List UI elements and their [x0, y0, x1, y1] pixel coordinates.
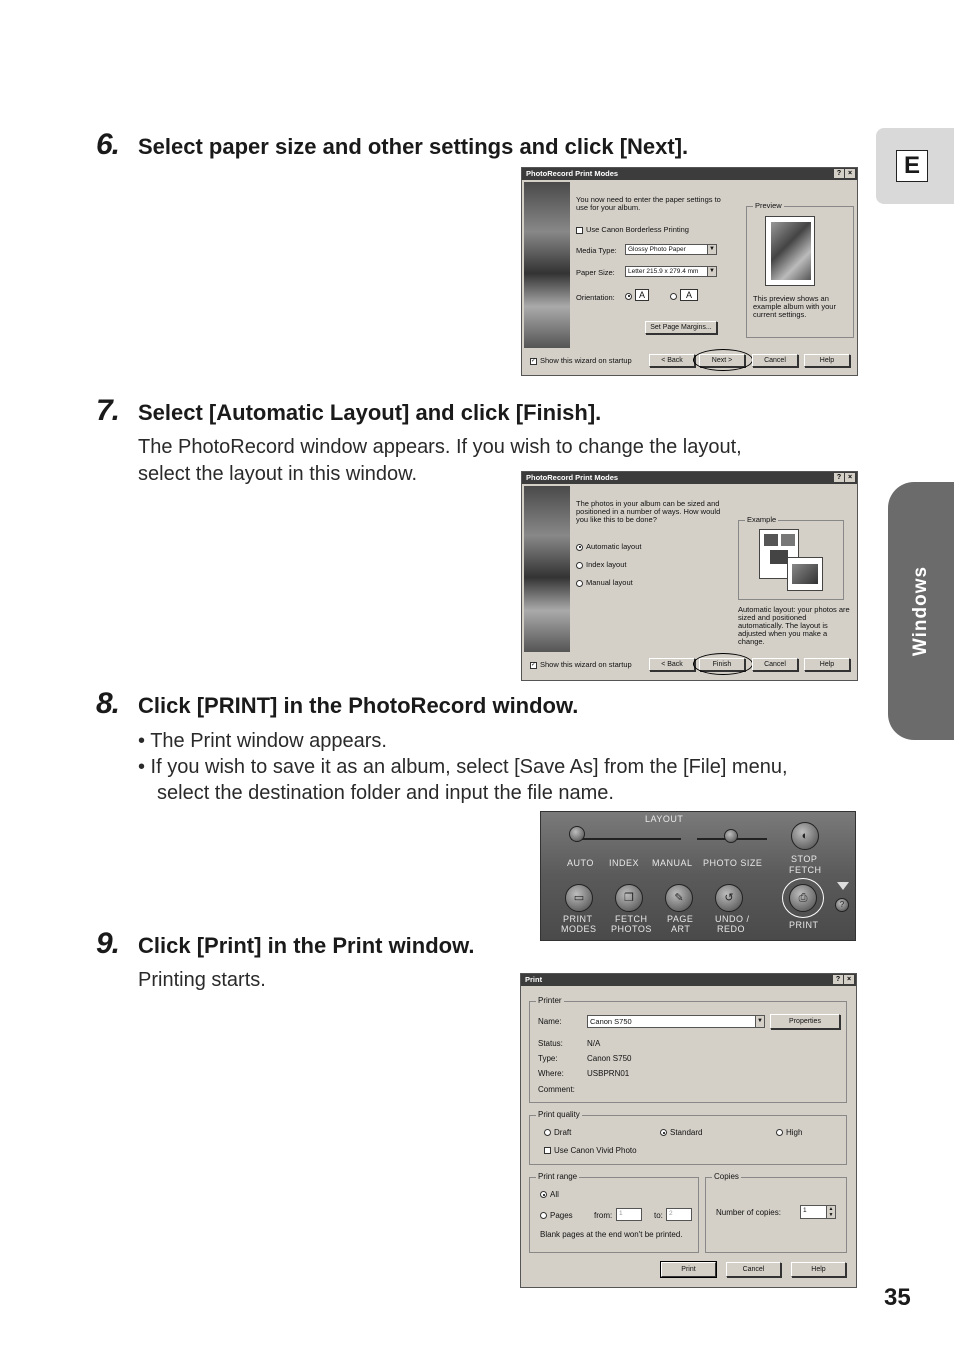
layout-auto-label[interactable]: AUTO	[567, 858, 594, 868]
chevron-down-icon: ▼	[755, 1016, 764, 1027]
chevron-down-icon: ▼	[707, 245, 716, 254]
portrait-icon: A	[635, 289, 649, 301]
page-art-label-2: ART	[671, 924, 691, 934]
highlight-circle	[693, 653, 753, 675]
print-icon[interactable]: ⎙	[789, 884, 817, 912]
pages-label: Pages	[550, 1211, 573, 1220]
number-of-copies-label: Number of copies:	[716, 1208, 781, 1217]
properties-button[interactable]: Properties	[770, 1014, 840, 1029]
type-label: Type:	[538, 1054, 558, 1063]
print-modes-dialog-paper	[521, 167, 858, 376]
example-label: Example	[747, 515, 777, 524]
from-label: from:	[594, 1211, 613, 1220]
name-label: Name:	[538, 1017, 562, 1026]
vivid-photo-checkbox[interactable]	[544, 1146, 637, 1155]
print-modes-label-1: PRINT	[563, 914, 593, 924]
step-9-title: Click [Print] in the Print window.	[138, 933, 475, 958]
copies-label: Copies	[714, 1172, 739, 1181]
dialog-title: PhotoRecord Print Modes	[526, 473, 619, 482]
to-input[interactable]: 2	[666, 1208, 692, 1221]
manual-layout-label: Manual layout	[586, 578, 633, 587]
paper-size-label: Paper Size:	[576, 268, 615, 277]
example-group	[738, 515, 844, 600]
all-label: All	[550, 1190, 559, 1199]
highlight-circle	[693, 349, 753, 371]
layout-note: Automatic layout: your photos are sized and positioned automatically. The layout is adjusted when you make a change.	[738, 605, 850, 646]
high-radio[interactable]	[776, 1128, 802, 1137]
language-tab	[876, 128, 954, 204]
page-art-label-1: PAGE	[667, 914, 694, 924]
step-7-body-line1: The PhotoRecord window appears. If you wish to change the layout,	[138, 436, 742, 458]
undo-redo-label-2: REDO	[717, 924, 746, 934]
from-input[interactable]: 1	[616, 1208, 642, 1221]
cancel-button[interactable]: Cancel	[752, 354, 798, 367]
print-modes-icon[interactable]: ▭	[565, 884, 593, 912]
dialog-titlebar	[522, 168, 857, 180]
help-button[interactable]: Help	[791, 1262, 846, 1277]
dropdown-triangle-icon[interactable]	[837, 882, 849, 890]
all-radio[interactable]	[540, 1190, 559, 1199]
preview-page	[765, 216, 815, 286]
dialog-intro: You now need to enter the paper settings to use for your album.	[576, 195, 721, 212]
layout-manual-label[interactable]: MANUAL	[652, 858, 693, 868]
step-7-title: Select [Automatic Layout] and click [Finish].	[138, 400, 602, 425]
photo-size-slider-handle[interactable]	[724, 829, 738, 843]
layout-index-label[interactable]: INDEX	[609, 858, 640, 868]
undo-redo-label-1: UNDO /	[715, 914, 750, 924]
page-number: 35	[884, 1284, 911, 1311]
help-icon[interactable]: ?	[835, 898, 849, 912]
dialog-titlebar	[522, 472, 857, 484]
copies-group	[705, 1172, 847, 1253]
print-button[interactable]: Print	[661, 1262, 716, 1277]
print-label: PRINT	[789, 920, 819, 930]
printer-group-label: Printer	[538, 996, 562, 1005]
back-button[interactable]: < Back	[649, 658, 695, 671]
spinner-icon[interactable]: ▲ ▼	[826, 1206, 835, 1218]
borderless-label: Use Canon Borderless Printing	[586, 225, 689, 234]
show-wizard-label: Show this wizard on startup	[540, 356, 632, 365]
landscape-icon: A	[680, 289, 698, 301]
step-8-bullet-1: • The Print window appears.	[138, 730, 387, 752]
step-8-title: Click [PRINT] in the PhotoRecord window.	[138, 693, 579, 718]
status-label: Status:	[538, 1039, 563, 1048]
dialog-intro: The photos in your album can be sized and positioned in a number of ways. How would you like this to be done?	[576, 499, 721, 524]
close-icon[interactable]: ×	[845, 473, 855, 482]
copies-input[interactable]	[800, 1205, 836, 1219]
fetch-photos-label-1: FETCH	[615, 914, 648, 924]
printer-name-value: Canon S750	[590, 1017, 632, 1026]
step-9-body: Printing starts.	[138, 969, 266, 991]
example-page-2	[787, 557, 823, 591]
section-label: Windows	[910, 565, 931, 657]
show-wizard-label: Show this wizard on startup	[540, 660, 632, 669]
index-layout-radio[interactable]	[576, 560, 626, 569]
dialog-title: PhotoRecord Print Modes	[526, 169, 619, 178]
layout-slider-track[interactable]	[571, 838, 681, 840]
automatic-layout-label: Automatic layout	[586, 542, 642, 551]
next-button[interactable]: Next >	[699, 354, 745, 367]
print-dialog	[520, 973, 857, 1288]
preview-photo	[771, 222, 811, 280]
step-8-bullet-2-cont: select the destination folder and input the file name.	[157, 782, 614, 804]
comment-label: Comment:	[538, 1085, 575, 1094]
media-type-select[interactable]	[625, 244, 717, 255]
where-label: Where:	[538, 1069, 564, 1078]
draft-radio[interactable]	[544, 1128, 571, 1137]
standard-label: Standard	[670, 1128, 703, 1137]
media-type-value: Glossy Photo Paper	[628, 246, 686, 253]
print-modes-dialog-layout	[521, 471, 858, 681]
step-8-number: 8.	[96, 687, 120, 720]
step-9-number: 9.	[96, 927, 120, 960]
standard-radio[interactable]	[660, 1128, 702, 1137]
preview-label: Preview	[755, 201, 782, 210]
help-icon[interactable]: ?	[833, 975, 843, 984]
pages-radio[interactable]	[540, 1211, 573, 1220]
close-icon[interactable]: ×	[845, 169, 855, 178]
orientation-label: Orientation:	[576, 293, 615, 302]
borderless-checkbox[interactable]	[576, 225, 689, 234]
print-quality-label: Print quality	[538, 1110, 580, 1119]
stop-fetch-icon[interactable]: ◐	[791, 822, 819, 850]
vivid-photo-label: Use Canon Vivid Photo	[554, 1146, 637, 1155]
print-range-group	[529, 1172, 699, 1253]
help-button[interactable]: Help	[804, 658, 850, 671]
print-quality-group	[529, 1110, 847, 1165]
set-page-margins-button[interactable]: Set Page Margins...	[645, 321, 717, 334]
help-icon[interactable]: ?	[834, 473, 844, 482]
paper-size-value: Letter 215.9 x 279.4 mm	[628, 268, 699, 275]
media-type-label: Media Type:	[576, 246, 617, 255]
stop-label: STOP	[791, 854, 818, 864]
help-icon[interactable]: ?	[834, 169, 844, 178]
language-letter: E	[896, 150, 928, 182]
section-tab	[888, 482, 954, 740]
where-value: USBPRN01	[587, 1069, 630, 1078]
wizard-side-photo	[524, 182, 570, 348]
copies-value: 1	[803, 1207, 807, 1214]
layout-slider-handle[interactable]	[569, 826, 585, 842]
to-label: to:	[654, 1211, 663, 1220]
undo-redo-icon[interactable]: ↺	[715, 884, 743, 912]
show-wizard-checkbox[interactable]: ✓ Show this wizard on startup	[531, 356, 632, 365]
step-7-number: 7.	[96, 394, 120, 427]
preview-group	[746, 201, 854, 338]
fetch-photos-icon[interactable]: ❐	[615, 884, 643, 912]
manual-layout-radio[interactable]	[576, 578, 633, 587]
chevron-down-icon: ▼	[707, 267, 716, 276]
close-icon[interactable]: ×	[844, 975, 854, 984]
orientation-portrait[interactable]	[625, 290, 649, 300]
draft-label: Draft	[554, 1128, 572, 1137]
dialog-titlebar	[521, 974, 856, 986]
step-7-body-line2: select the layout in this window.	[138, 463, 418, 485]
highlight-circle	[782, 878, 824, 918]
blank-pages-note: Blank pages at the end won't be printed.	[540, 1230, 683, 1239]
status-value: N/A	[587, 1039, 601, 1048]
help-button[interactable]: Help	[804, 354, 850, 367]
printer-group	[529, 996, 847, 1103]
dialog-title: Print	[525, 975, 543, 984]
photorecord-toolbar	[540, 811, 856, 941]
index-layout-label: Index layout	[586, 560, 627, 569]
paper-size-select[interactable]	[625, 266, 717, 277]
type-value: Canon S750	[587, 1054, 632, 1063]
preview-note: This preview shows an example album with your current settings.	[753, 294, 836, 319]
print-range-label: Print range	[538, 1172, 578, 1181]
step-6-title: Select paper size and other settings and click [Next].	[138, 134, 689, 159]
print-modes-label-2: MODES	[561, 924, 597, 934]
layout-heading: LAYOUT	[645, 814, 684, 824]
high-label: High	[786, 1128, 803, 1137]
orientation-landscape[interactable]	[670, 290, 698, 300]
wizard-side-photo	[524, 486, 570, 652]
step-8-bullet-2: • If you wish to save it as an album, select [Save As] from the [File] menu,	[138, 756, 788, 778]
cancel-button[interactable]: Cancel	[726, 1262, 781, 1277]
page-art-icon[interactable]: ✎	[665, 884, 693, 912]
step-6-number: 6.	[96, 128, 120, 161]
fetch-label: FETCH	[789, 865, 822, 875]
cancel-button[interactable]: Cancel	[752, 658, 798, 671]
printer-name-select[interactable]	[587, 1015, 765, 1028]
finish-button[interactable]: Finish	[699, 658, 745, 671]
back-button[interactable]: < Back	[649, 354, 695, 367]
show-wizard-checkbox[interactable]: ✓ Show this wizard on startup	[531, 660, 632, 669]
photo-size-label: PHOTO SIZE	[703, 858, 763, 868]
fetch-photos-label-2: PHOTOS	[611, 924, 652, 934]
automatic-layout-radio[interactable]	[576, 542, 641, 551]
